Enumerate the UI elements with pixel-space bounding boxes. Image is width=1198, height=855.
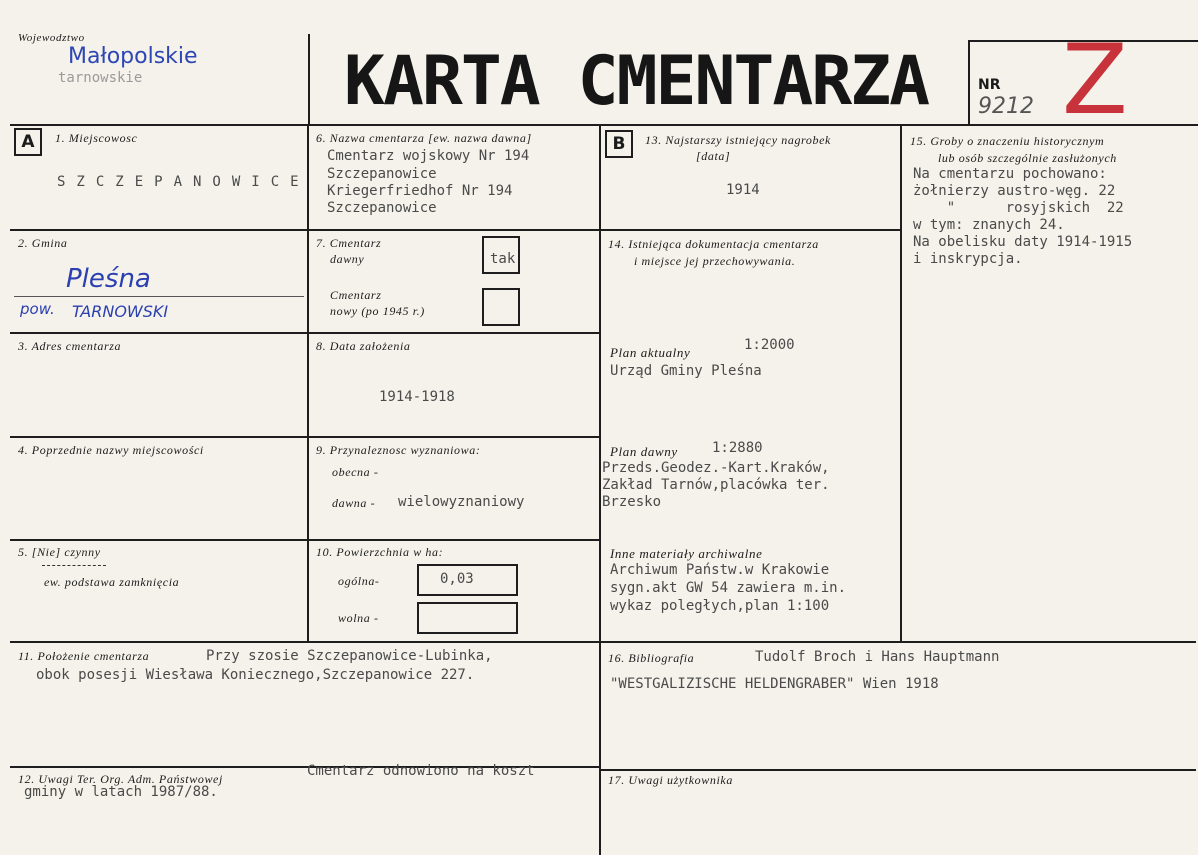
section-b-marker: B (605, 130, 633, 158)
field-15-line-5: Na obelisku daty 1914-1915 (913, 234, 1133, 250)
field-15-line-2: żołnierzy austro-węg. 22 (913, 183, 1116, 199)
plan-aktualny-scale: 1:2000 (744, 337, 795, 353)
nr-label: NR (978, 77, 1001, 93)
field-10-wolna-box (417, 602, 518, 634)
field-13-value: 1914 (726, 182, 760, 198)
field-15-line-3: " rosyjskich 22 (913, 200, 1124, 216)
nr-letter-stamp: Z (1062, 24, 1128, 136)
field-12-line-2: gminy w latach 1987/88. (24, 784, 218, 800)
plan-dawny-line-2: Zakład Tarnów,placówka ter. (602, 477, 830, 493)
field-7-nowy-checkbox (482, 288, 520, 326)
row-rule-4-left (10, 539, 600, 541)
field-2-underline (14, 296, 304, 297)
field-6-line-1: Cmentarz wojskowy Nr 194 (327, 148, 530, 164)
inne-materialy-line-1: Archiwum Państw.w Krakowie (610, 562, 830, 578)
row-rule-1-left (10, 229, 600, 231)
field-17-label: 17. Uwagi użytkownika (608, 773, 733, 787)
row-rule-13-14 (600, 229, 901, 231)
inne-materialy-line-2: sygn.akt GW 54 zawiera m.in. (610, 580, 847, 596)
field-6-line-4: Szczepanowice (327, 200, 437, 216)
field-11-line-1: Przy szosie Szczepanowice-Lubinka, (206, 648, 493, 664)
plan-dawny-line-3: Brzesko (602, 494, 662, 510)
field-11-line-2: obok posesji Wiesława Koniecznego,Szczepanowice 227. (36, 667, 475, 683)
page-title: KARTA CMENTARZA (344, 42, 929, 121)
field-2-label: 2. Gmina (18, 236, 68, 250)
field-15-sub: lub osób szczególnie zasłużonych (938, 151, 1117, 165)
field-7-nowy-sub: nowy (po 1945 r.) (330, 304, 425, 318)
field-5-strike-line (42, 565, 106, 566)
section-a-marker: A (14, 128, 42, 156)
plan-dawny-label: Plan dawny (610, 444, 678, 459)
field-3-label: 3. Adres cmentarza (18, 339, 122, 353)
field-4-label: 4. Poprzednie nazwy miejscowości (18, 443, 204, 457)
field-10-wolna-label: wolna - (338, 611, 379, 625)
field-15-line-6: i inskrypcja. (913, 251, 1023, 267)
field-6-line-3: Kriegerfriedhof Nr 194 (327, 183, 513, 199)
row-rule-2-left (10, 332, 600, 334)
inne-materialy-label: Inne materiały archiwalne (610, 546, 763, 561)
field-7-dawny-value: tak (490, 251, 516, 267)
field-16-line-2: "WESTGALIZISCHE HELDENGRABER" Wien 1918 (610, 676, 939, 692)
field-16-label: 16. Bibliografia (608, 651, 695, 665)
field-1-value: SZCZEPANOWICE (57, 174, 310, 190)
field-10-ogolna-value: 0,03 (440, 571, 474, 587)
field-2-gmina-value: Pleśna (66, 264, 151, 294)
row-rule-16-17 (600, 769, 1196, 771)
field-9-label: 9. Przynaleznosc wyznaniowa: (316, 443, 481, 457)
field-12-line-1: Cmentarz odnowiono na koszt (307, 763, 535, 779)
field-13-label: 13. Najstarszy istniejący nagrobek (645, 133, 831, 147)
field-7-nowy-label: Cmentarz (330, 288, 382, 302)
plan-dawny-scale: 1:2880 (712, 440, 763, 456)
plan-dawny-line-1: Przeds.Geodez.-Kart.Kraków, (602, 460, 830, 476)
field-8-label: 8. Data założenia (316, 339, 411, 353)
row-rule-3-left (10, 436, 600, 438)
field-9-dawna-value: wielowyznaniowy (398, 494, 525, 510)
field-6-line-2: Szczepanowice (327, 166, 437, 182)
row-rule-5 (10, 641, 1196, 643)
field-10-ogolna-label: ogólna- (338, 574, 380, 588)
field-11-label: 11. Położenie cmentarza (18, 649, 150, 663)
field-6-label: 6. Nazwa cmentarza [ew. nazwa dawna] (316, 131, 532, 145)
wojewodztwo-label: Wojewodztwo (18, 32, 85, 44)
col-divider-1 (307, 124, 309, 642)
field-1-label: 1. Miejscowosc (55, 131, 138, 145)
field-8-value: 1914-1918 (379, 389, 455, 405)
field-5-sub: ew. podstawa zamknięcia (44, 575, 180, 589)
field-7-label: 7. Cmentarz (316, 236, 382, 250)
header-title-divider (308, 34, 310, 126)
field-15-line-4: w tym: znanych 24. (913, 217, 1065, 233)
wojewodztwo-stamp: Małopolskie (68, 44, 198, 69)
field-10-label: 10. Powierzchnia w ha: (316, 545, 444, 559)
field-15-label: 15. Groby o znaczeniu historycznym (910, 134, 1105, 148)
field-12-label: 12. Uwagi Ter. Org. Adm. Państwowej (18, 772, 223, 786)
plan-aktualny-label: Plan aktualny (610, 345, 691, 360)
field-9-dawna: dawna - (332, 496, 376, 510)
field-5-label: 5. [Nie] czynny (18, 545, 101, 559)
field-15-line-1: Na cmentarzu pochowano: (913, 166, 1107, 182)
col-divider-3 (900, 124, 902, 642)
field-7-dawny-label: dawny (330, 252, 365, 266)
inne-materialy-line-3: wykaz poległych,plan 1:100 (610, 598, 830, 614)
wojewodztwo-old-value: tarnowskie (58, 70, 143, 86)
nr-value: 9212 (978, 94, 1034, 119)
plan-aktualny-place: Urząd Gminy Pleśna (610, 363, 762, 379)
field-14-sub: i miejsce jej przechowywania. (634, 254, 796, 268)
field-13-sub: [data] (696, 149, 731, 163)
field-14-label: 14. Istniejąca dokumentacja cmentarza (608, 237, 819, 251)
field-16-line-1: Tudolf Broch i Hans Hauptmann (755, 649, 1000, 665)
field-2-pow-label: pow. (20, 300, 55, 318)
field-9-obecna: obecna - (332, 465, 379, 479)
col-divider-2 (599, 124, 601, 855)
field-2-pow-value: TARNOWSKI (72, 302, 169, 321)
